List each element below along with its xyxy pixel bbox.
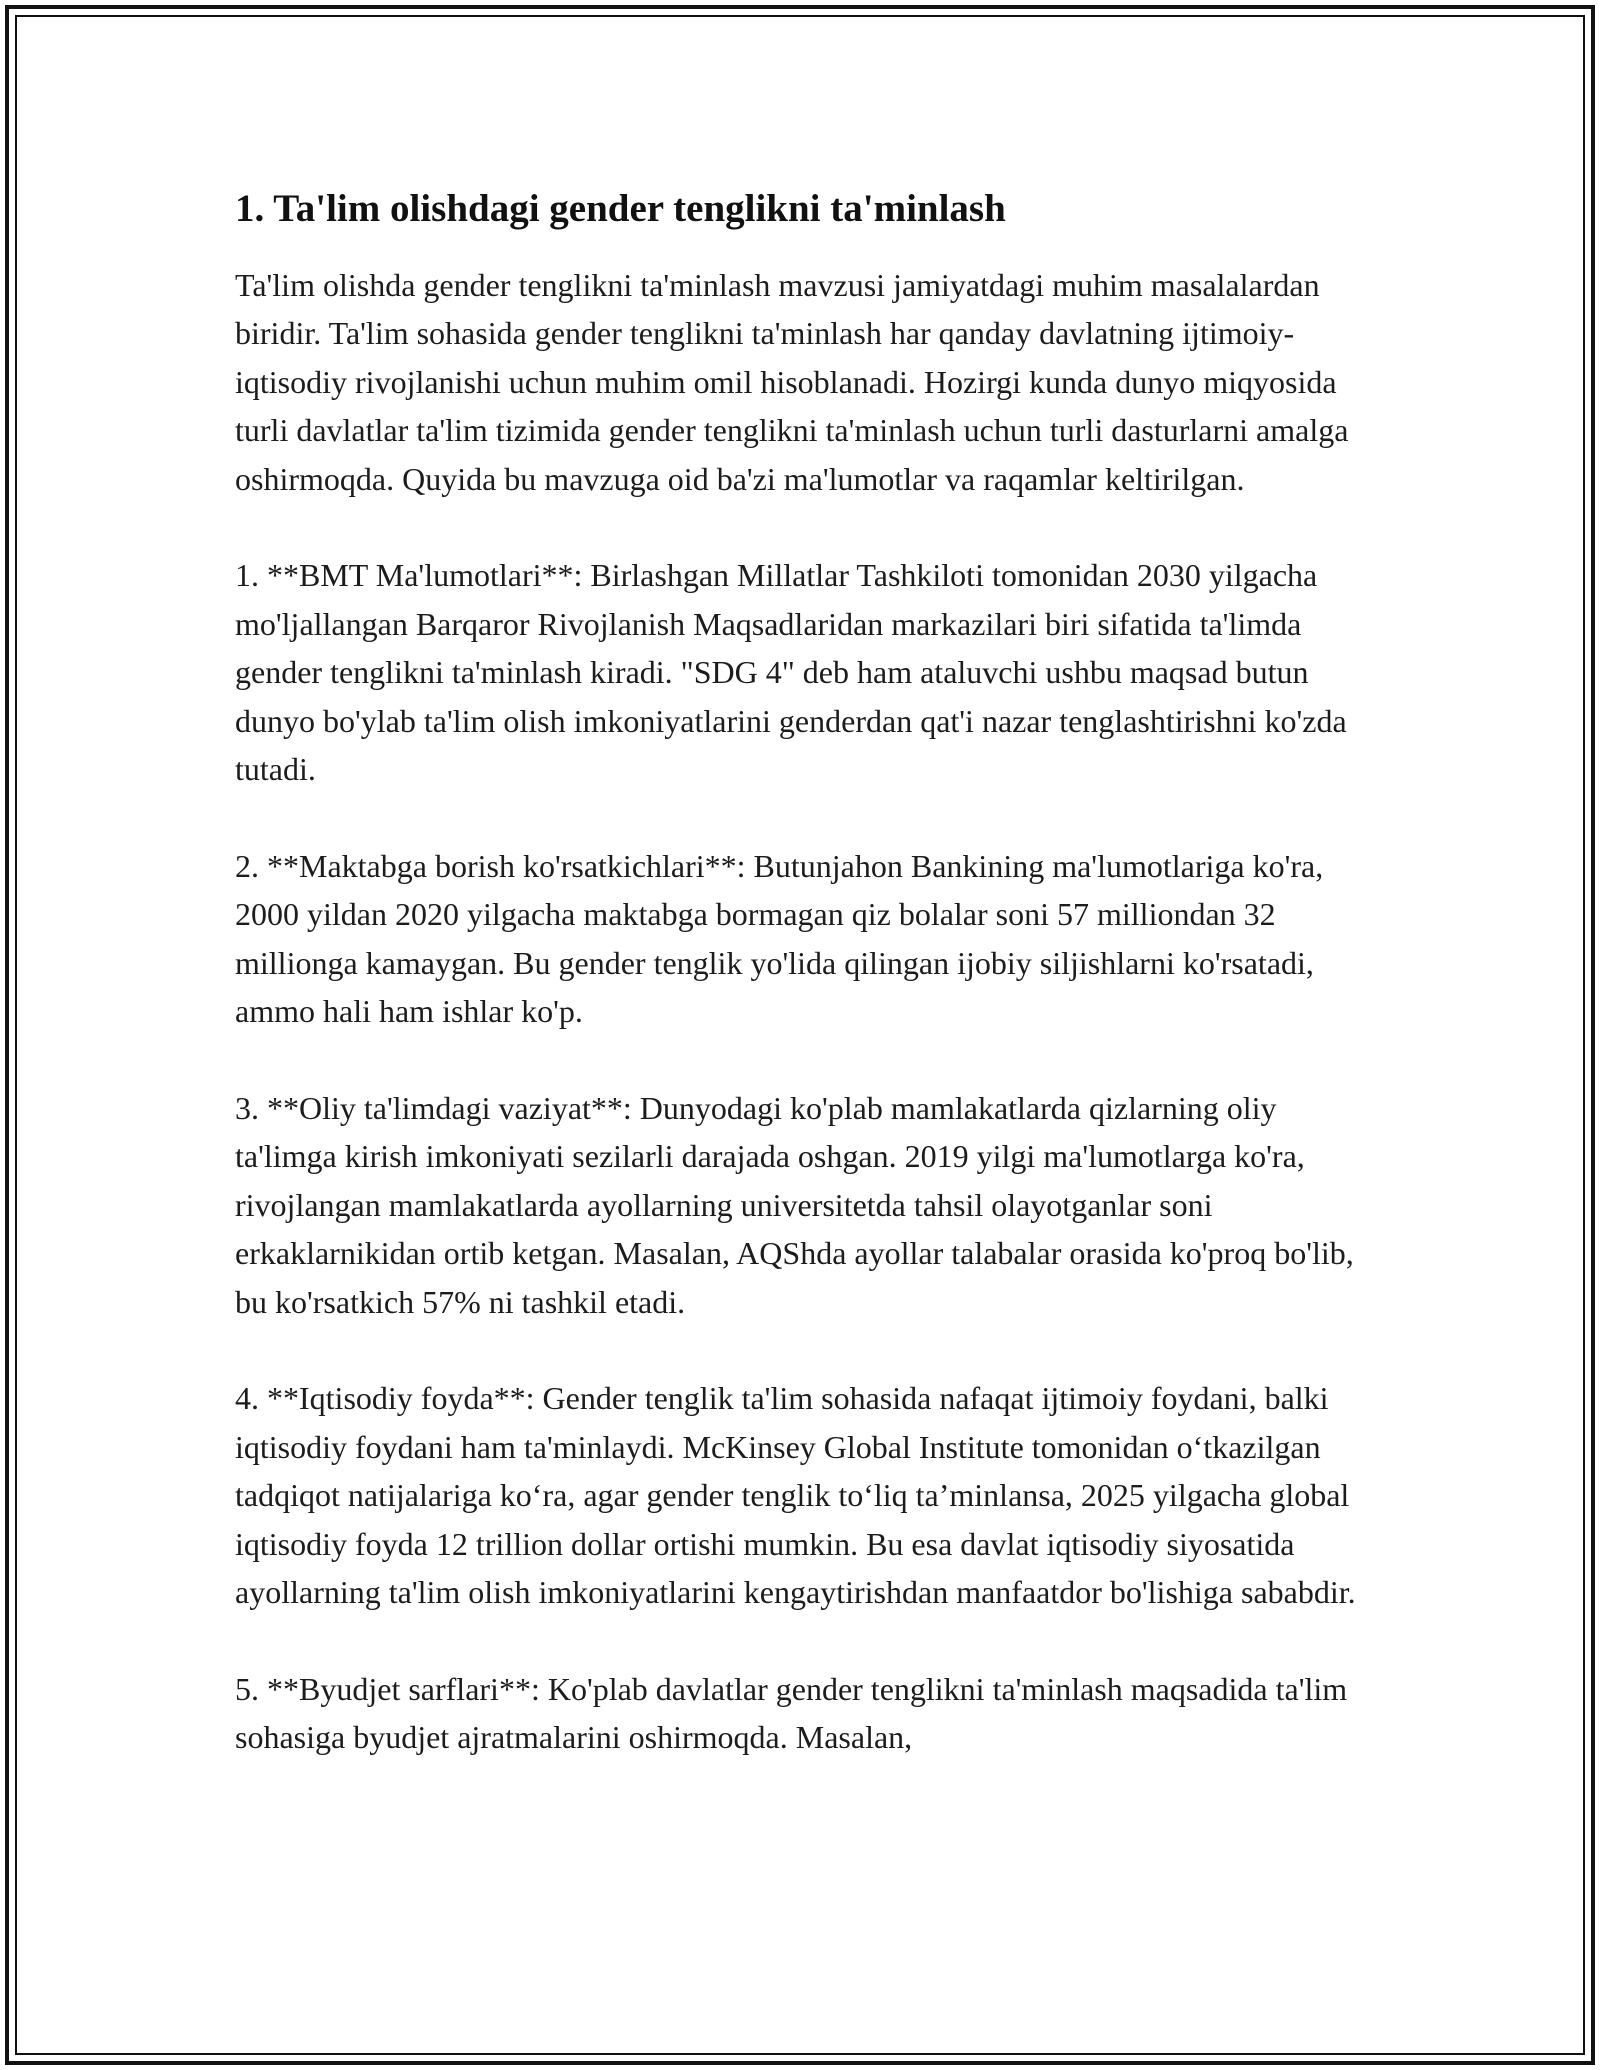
intro-paragraph: Ta'lim olishda gender tenglikni ta'minlash mavzusi jamiyatdagi muhim masalalardan biridir. Ta'lim sohasida gender tenglikni ta'minlash har qanday davlatning ijtimoiy-iqtisodiy rivojlanishi uchun muhim omil hisoblanadi. Hozirgi kunda dunyo miqyosida turli davlatlar ta'lim tizimida gender tenglikni ta'minlash uchun turli dasturlarni amalga oshirmoqda. Quyida bu mavzuga oid ba'zi ma'lumotlar va raqamlar keltirilgan. (235, 266, 1349, 497)
section-heading: 1. Ta'lim olishdagi gender tenglikni ta'minlash (235, 187, 1006, 230)
paragraph-bmt-data: 1. **BMT Ma'lumotlari**: Birlashgan Millatlar Tashkiloti tomonidan 2030 yilgacha mo'ljallangan Barqaror Rivojlanish Maqsadlaridan markazilari biri sifatida ta'limda gender tenglikni ta'minlash kiradi. "SDG 4" deb ham ataluvchi ushbu maqsad butun dunyo bo'ylab ta'lim olish imkoniyatlarini genderdan qat'i nazar tenglashtirishni ko'zda tutadi. (235, 557, 1347, 788)
paragraph-school-attendance: 2. **Maktabga borish ko'rsatkichlari**: Butunjahon Bankining ma'lumotlariga ko'ra, 2000 yildan 2020 yilgacha maktabga bormagan qiz bolalar soni 57 milliondan 32 millionga kamaygan. Bu gender tenglik yo'lida qilingan ijobiy siljishlarni ko'rsatadi, ammo hali ham ishlar ko'p. (235, 847, 1324, 1030)
document-body (235, 186, 1375, 1810)
paragraph-economic-benefit: 4. **Iqtisodiy foyda**: Gender tenglik ta'lim sohasida nafaqat ijtimoiy foydani, balki iqtisodiy foydani ham ta'minlaydi. McKinsey Global Institute tomonidan o‘tkazilgan tadqiqot natijalariga ko‘ra, agar gender tenglik to‘liq ta’minlansa, 2025 yilgacha global iqtisodiy foyda 12 trillion dollar ortishi mumkin. Bu esa davlat iqtisodiy siyosatida ayollarning ta'lim olish imkoniyatlarini kengaytirishdan manfaatdor bo'lishiga sababdir. (235, 1380, 1356, 1611)
paragraph-higher-education: 3. **Oliy ta'limdagi vaziyat**: Dunyodagi ko'plab mamlakatlarda qizlarning oliy ta'limga kirish imkoniyati sezilarli darajada oshgan. 2019 yilgi ma'lumotlarga ko'ra, rivojlangan mamlakatlarda ayollarning universitetda tahsil olayotganlar soni erkaklarnikidan ortib ketgan. Masalan, AQShda ayollar talabalar orasida ko'proq bo'lib, bu ko'rsatkich 57% ni tashkil etadi. (235, 1089, 1354, 1320)
paragraph-budget-spending: 5. **Byudjet sarflari**: Ko'plab davlatlar gender tenglikni ta'minlash maqsadida ta'lim sohasiga byudjet ajratmalarini oshirmoqda. Masalan, (235, 1670, 1348, 1756)
